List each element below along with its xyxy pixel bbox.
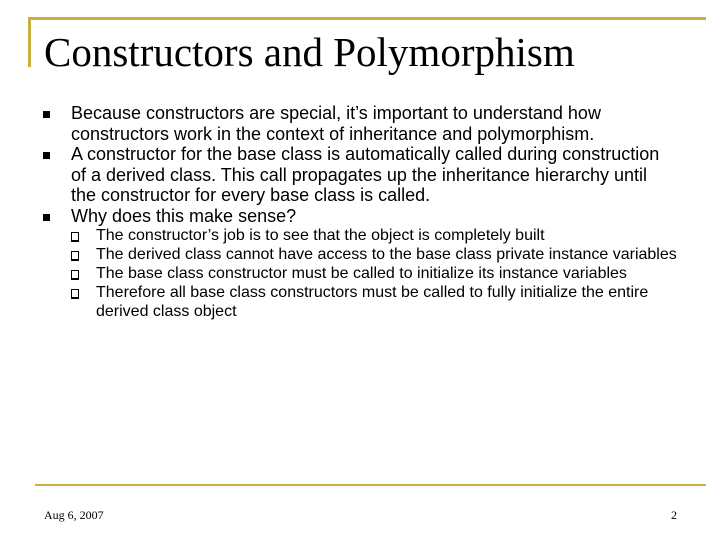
footer-divider	[35, 484, 706, 486]
frame-left-line	[28, 17, 31, 67]
bullet-text: Why does this make sense?	[71, 205, 297, 226]
frame-top-line	[28, 17, 706, 20]
sub-bullet-list	[0, 226, 720, 321]
sub-bullet-text: The derived class cannot have access to the base class private instance variables	[96, 246, 677, 263]
footer-date: Aug 6, 2007	[44, 508, 104, 522]
square-bullet-icon	[43, 152, 50, 159]
sub-bullet-item	[0, 226, 686, 245]
square-bullet-icon	[43, 111, 50, 118]
hollow-square-bullet-icon	[71, 251, 79, 261]
hollow-square-bullet-icon	[71, 270, 79, 280]
hollow-square-bullet-icon	[71, 289, 79, 299]
sub-bullet-item	[0, 283, 686, 321]
bullet-text: A constructor for the base class is automatically called during construction of a derived class. This call propagates up the inheritance hierarchy until the constructor for every base class is called.	[71, 144, 660, 205]
sub-bullet-text: Therefore all base class constructors must be called to fully initialize the entire derived class object	[96, 284, 649, 320]
bullet-item	[0, 103, 671, 144]
slide-title: Constructors and Polymorphism	[44, 29, 575, 75]
bullet-item	[0, 206, 671, 227]
sub-bullet-text: The constructor’s job is to see that the object is completely built	[96, 227, 545, 244]
bullet-text: Because constructors are special, it’s important to understand how constructors work in the context of inheritance and polymorphism.	[71, 103, 601, 144]
sub-bullet-item	[0, 245, 686, 264]
page-number: 2	[671, 508, 677, 522]
square-bullet-icon	[43, 214, 50, 221]
slide-body	[0, 103, 720, 321]
hollow-square-bullet-icon	[71, 232, 79, 242]
sub-bullet-text: The base class constructor must be called to initialize its instance variables	[96, 265, 627, 282]
bullet-item	[0, 144, 671, 206]
sub-bullet-item	[0, 264, 686, 283]
